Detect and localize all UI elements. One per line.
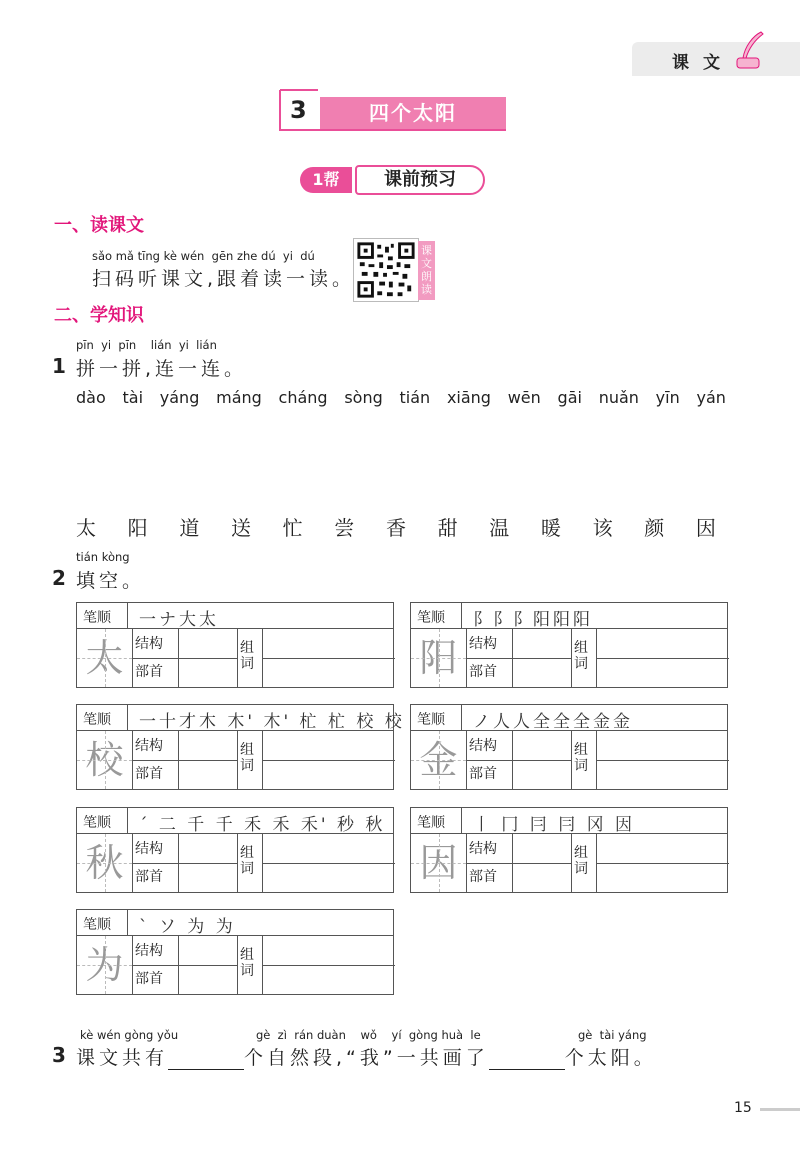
stroke-card	[410, 602, 728, 688]
divider	[178, 629, 179, 687]
q3-pinyin-2: gè zì rán duàn wǒ yí gòng huà le	[256, 1028, 481, 1042]
model-character: 因	[411, 834, 467, 892]
divider	[596, 863, 729, 864]
pinyin-word[interactable]: sòng	[344, 388, 383, 407]
words-label-2: 词	[240, 656, 254, 672]
match-character[interactable]: 阳	[127, 516, 148, 540]
q1-text: 拼一拼,连一连。	[76, 358, 248, 380]
q3-number: 3	[52, 1043, 66, 1067]
divider	[127, 808, 128, 834]
match-character[interactable]: 因	[695, 516, 716, 540]
words-label-1: 组	[240, 640, 254, 656]
qr-code[interactable]	[353, 238, 419, 302]
divider	[512, 629, 513, 687]
divider	[262, 965, 395, 966]
structure-label: 结构	[135, 636, 163, 652]
structure-label: 结构	[469, 738, 497, 754]
words-label-1: 组	[240, 845, 254, 861]
qr-tag-label: 课文朗读	[418, 241, 435, 300]
divider	[467, 760, 571, 761]
q3-sentence	[76, 1043, 657, 1070]
divider	[262, 863, 395, 864]
words-label-2: 词	[574, 656, 588, 672]
words-label-2: 词	[240, 758, 254, 774]
part2-heading: 二、学知识	[54, 305, 144, 326]
stroke-card	[410, 807, 728, 893]
stroke-sequence: 阝阝阝阳阳阳	[473, 610, 593, 630]
divider	[237, 731, 238, 789]
pinyin-word[interactable]: cháng	[278, 388, 328, 407]
radical-label: 部首	[135, 869, 163, 885]
words-label	[240, 845, 260, 877]
words-label-2: 词	[240, 963, 254, 979]
q2-text: 填空。	[76, 570, 146, 592]
divider	[571, 629, 572, 687]
radical-label: 部首	[135, 971, 163, 987]
match-character[interactable]: 送	[230, 516, 251, 540]
divider	[127, 705, 128, 731]
words-label-1: 组	[574, 640, 588, 656]
match-character[interactable]: 道	[179, 516, 200, 540]
divider	[133, 863, 237, 864]
page-number: 15	[734, 1100, 752, 1116]
structure-label: 结构	[135, 943, 163, 959]
page-number-rule	[760, 1108, 800, 1111]
divider	[262, 760, 395, 761]
words-label-2: 词	[574, 861, 588, 877]
divider	[133, 760, 237, 761]
q3-text-2: 个自然段,“我”一共画了	[244, 1047, 489, 1069]
pinyin-word[interactable]: wēn	[507, 388, 541, 407]
stroke-card	[76, 704, 405, 790]
model-character: 校	[77, 731, 133, 789]
q1-pinyin: pīn yi pīn lián yi lián	[76, 338, 217, 352]
pinyin-word-row	[76, 388, 726, 407]
match-character[interactable]: 尝	[334, 516, 355, 540]
pinyin-word[interactable]: yīn	[655, 388, 680, 407]
pinyin-word[interactable]: yán	[696, 388, 726, 407]
words-label-2: 词	[574, 758, 588, 774]
model-character: 太	[77, 629, 133, 687]
stroke-order-label: 笔顺	[417, 610, 445, 626]
stroke-sequence: 一十才木 木' 木' 杧 杧 校 校	[139, 712, 405, 732]
q3-blank-suns[interactable]	[489, 1052, 565, 1070]
pinyin-word[interactable]: xiāng	[446, 388, 491, 407]
words-label-1: 组	[574, 742, 588, 758]
structure-label: 结构	[469, 841, 497, 857]
model-character: 金	[411, 731, 467, 789]
part1-pinyin: sǎo mǎ tīng kè wén gēn zhe dú yi dú	[92, 249, 315, 263]
divider	[237, 936, 238, 994]
divider	[237, 834, 238, 892]
lesson-number: 3	[290, 96, 307, 124]
chapter-tab-label: 课文	[672, 53, 734, 73]
model-character: 为	[77, 936, 133, 994]
stroke-order-label: 笔顺	[83, 610, 111, 626]
divider	[596, 658, 729, 659]
match-character[interactable]: 香	[385, 516, 406, 540]
match-character[interactable]: 暖	[540, 516, 561, 540]
match-character[interactable]: 太	[76, 516, 96, 540]
stroke-sequence: ` ソ 为 为	[139, 917, 236, 937]
q3-text-1: 课文共有	[76, 1047, 169, 1069]
lesson-title: 四个太阳	[320, 97, 506, 129]
radical-label: 部首	[469, 869, 497, 885]
divider	[461, 603, 462, 629]
match-character[interactable]: 温	[489, 516, 510, 540]
divider	[467, 863, 571, 864]
stroke-order-label: 笔顺	[83, 917, 111, 933]
radical-label: 部首	[135, 664, 163, 680]
divider	[596, 760, 729, 761]
divider	[178, 936, 179, 994]
divider	[571, 834, 572, 892]
q3-pinyin-1: kè wén gòng yǒu	[80, 1028, 179, 1042]
q3-text-3: 个太阳。	[564, 1047, 657, 1069]
divider	[262, 658, 395, 659]
pinyin-word[interactable]: máng	[216, 388, 262, 407]
radical-label: 部首	[469, 766, 497, 782]
divider	[178, 731, 179, 789]
divider	[461, 705, 462, 731]
words-label-2: 词	[240, 861, 254, 877]
pinyin-word[interactable]: tài	[122, 388, 144, 407]
pinyin-word[interactable]: tián	[399, 388, 431, 407]
character-row	[76, 512, 716, 541]
part1-text: 扫码听课文,跟着读一读。	[92, 268, 356, 290]
words-label	[240, 742, 260, 774]
stroke-order-label: 笔顺	[83, 712, 111, 728]
stroke-card	[410, 704, 728, 790]
words-label	[574, 640, 594, 672]
quill-ink-icon	[733, 30, 769, 70]
words-label	[240, 640, 260, 672]
structure-label: 结构	[469, 636, 497, 652]
stroke-card	[76, 602, 394, 688]
stroke-sequence: ノ人人全全全金金	[473, 712, 633, 732]
divider	[461, 808, 462, 834]
words-label	[240, 947, 260, 979]
model-character: 秋	[77, 834, 133, 892]
match-character[interactable]: 颜	[644, 516, 665, 540]
divider	[512, 834, 513, 892]
match-character[interactable]: 甜	[437, 516, 458, 540]
pinyin-word[interactable]: gāi	[557, 388, 582, 407]
divider	[127, 603, 128, 629]
pinyin-word[interactable]: yáng	[159, 388, 200, 407]
pinyin-word[interactable]: dào	[76, 388, 106, 407]
section-badge-label: 课前预习	[355, 165, 485, 195]
stroke-sequence: 一ナ大太	[139, 610, 219, 630]
words-label	[574, 742, 594, 774]
q3-blank-paragraphs[interactable]	[168, 1052, 244, 1070]
stroke-card	[76, 909, 394, 995]
part1-heading: 一、读课文	[54, 215, 144, 236]
stroke-sequence: ´ 二 千 千 禾 禾 禾' 秒 秋	[139, 815, 386, 835]
divider	[512, 731, 513, 789]
divider	[467, 658, 571, 659]
stroke-order-label: 笔顺	[417, 815, 445, 831]
structure-label: 结构	[135, 841, 163, 857]
radical-label: 部首	[469, 664, 497, 680]
words-label	[574, 845, 594, 877]
divider	[571, 731, 572, 789]
match-character[interactable]: 忙	[282, 516, 303, 540]
words-label-1: 组	[240, 947, 254, 963]
divider	[178, 834, 179, 892]
stroke-sequence: 丨 冂 冃 冃 冈 因	[473, 815, 636, 835]
q2-number: 2	[52, 566, 66, 590]
words-label-1: 组	[240, 742, 254, 758]
stroke-row	[77, 603, 393, 629]
model-character: 阳	[411, 629, 467, 687]
q1-number: 1	[52, 354, 66, 378]
divider	[133, 658, 237, 659]
q2-pinyin: tián kòng	[76, 550, 130, 564]
divider	[133, 965, 237, 966]
divider	[237, 629, 238, 687]
divider	[127, 910, 128, 936]
radical-label: 部首	[135, 766, 163, 782]
words-label-1: 组	[574, 845, 588, 861]
section-badge-number: 1帮	[300, 167, 352, 193]
pinyin-word[interactable]: nuǎn	[598, 388, 639, 407]
match-character[interactable]: 该	[592, 516, 613, 540]
q3-pinyin-3: gè tài yáng	[578, 1028, 647, 1042]
stroke-card	[76, 807, 394, 893]
stroke-order-label: 笔顺	[417, 712, 445, 728]
structure-label: 结构	[135, 738, 163, 754]
stroke-order-label: 笔顺	[83, 815, 111, 831]
